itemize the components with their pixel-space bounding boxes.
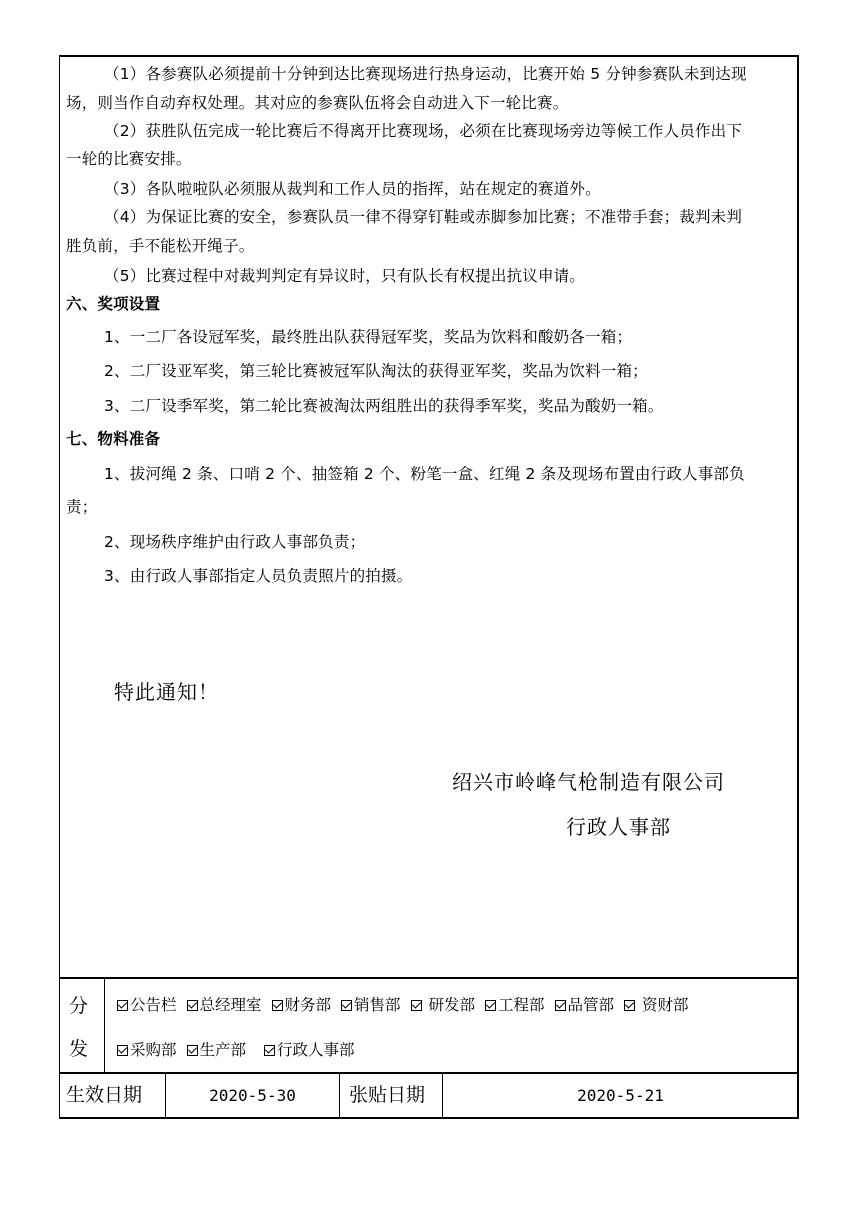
- rule-5-line-1: （5）比赛过程中对裁判判定有异议时，只有队长有权提出抗议申请。: [104, 267, 586, 285]
- dist-item-sales[interactable]: 销售部: [341, 996, 401, 1014]
- dist-item-finance[interactable]: 财务部: [272, 996, 332, 1014]
- posting-date-label: 张贴日期: [349, 1084, 426, 1106]
- checked-box-icon: [272, 1000, 283, 1011]
- dist-item-quality[interactable]: 品管部: [555, 996, 615, 1014]
- rule-2-line-2: 一轮的比赛安排。: [66, 150, 192, 168]
- checked-box-icon: [485, 1000, 496, 1011]
- award-item-3: 3、二厂设季军奖，第二轮比赛被淘汰两组胜出的获得季军奖，奖品为酸奶一箱。: [104, 397, 664, 415]
- dist-item-bulletin-board[interactable]: 公告栏: [117, 996, 177, 1014]
- rule-3-line-1: （3）各队啦啦队必须服从裁判和工作人员的指挥，站在规定的赛道外。: [104, 180, 601, 198]
- section-6-heading: 六、奖项设置: [66, 295, 161, 313]
- dist-item-engineering[interactable]: 工程部: [485, 996, 545, 1014]
- dist-item-gm-office[interactable]: 总经理室: [187, 996, 262, 1014]
- checked-box-icon: [624, 1000, 635, 1011]
- checked-box-icon: [187, 1000, 198, 1011]
- rule-2-line-1: （2）获胜队伍完成一轮比赛后不得离开比赛现场，必须在比赛现场旁边等候工作人员作出下: [104, 122, 743, 140]
- rule-1-line-2: 场，则当作自动弃权处理。其对应的参赛队伍将会自动进入下一轮比赛。: [66, 94, 569, 112]
- posting-date-value: 2020-5-21: [577, 1086, 664, 1105]
- effective-date-value: 2020-5-30: [209, 1086, 296, 1105]
- checked-box-icon: [411, 1000, 422, 1011]
- table-mid-border: [60, 1072, 798, 1074]
- dist-item-production[interactable]: 生产部: [187, 1041, 247, 1059]
- effective-date-label: 生效日期: [66, 1084, 143, 1106]
- dist-item-rnd[interactable]: 研发部: [411, 996, 475, 1014]
- closing-notice: 特此通知！: [114, 680, 219, 704]
- checked-box-icon: [555, 1000, 566, 1011]
- checked-box-icon: [187, 1045, 198, 1056]
- material-item-1-line-2: 责；: [66, 498, 98, 516]
- material-item-2: 2、现场秩序维护由行政人事部负责；: [104, 533, 366, 551]
- distribution-row-2: [117, 1040, 365, 1060]
- date-divider-2: [339, 1073, 340, 1118]
- rule-1-line-1: （1）各参赛队必须提前十分钟到达比赛现场进行热身运动，比赛开始 5 分钟参赛队未到达现: [104, 65, 747, 83]
- section-7-heading: 七、物料准备: [66, 430, 161, 448]
- table-top-border: [60, 977, 798, 979]
- award-item-2: 2、二厂设亚军奖，第三轮比赛被冠军队淘汰的获得亚军奖，奖品为饮料一箱；: [104, 362, 648, 380]
- distribution-row-1: [117, 995, 698, 1015]
- dist-item-materials[interactable]: 资财部: [624, 996, 688, 1014]
- rule-4-line-1: （4）为保证比赛的安全，参赛队员一律不得穿钉鞋或赤脚参加比赛；不准带手套；裁判未判: [104, 208, 743, 226]
- issuing-department: 行政人事部: [566, 815, 671, 839]
- distribution-label-top: 分: [69, 995, 89, 1017]
- dist-item-admin-hr[interactable]: 行政人事部: [264, 1041, 355, 1059]
- checked-box-icon: [117, 1000, 128, 1011]
- dist-item-purchasing[interactable]: 采购部: [117, 1041, 177, 1059]
- checked-box-icon: [264, 1045, 275, 1056]
- award-item-1: 1、一二厂各设冠军奖，最终胜出队获得冠军奖，奖品为饮料和酸奶各一箱；: [104, 328, 633, 346]
- checked-box-icon: [117, 1045, 128, 1056]
- rule-4-line-2: 胜负前，手不能松开绳子。: [66, 237, 255, 255]
- company-name: 绍兴市岭峰气枪制造有限公司: [452, 770, 725, 794]
- distribution-label-bottom: 发: [69, 1038, 89, 1060]
- checked-box-icon: [341, 1000, 352, 1011]
- material-item-3: 3、由行政人事部指定人员负责照片的拍摄。: [104, 567, 413, 585]
- distribution-divider: [104, 978, 105, 1072]
- material-item-1-line-1: 1、拔河绳 2 条、口哨 2 个、抽签箱 2 个、粉笔一盒、红绳 2 条及现场布置由行政人事部负: [104, 465, 745, 483]
